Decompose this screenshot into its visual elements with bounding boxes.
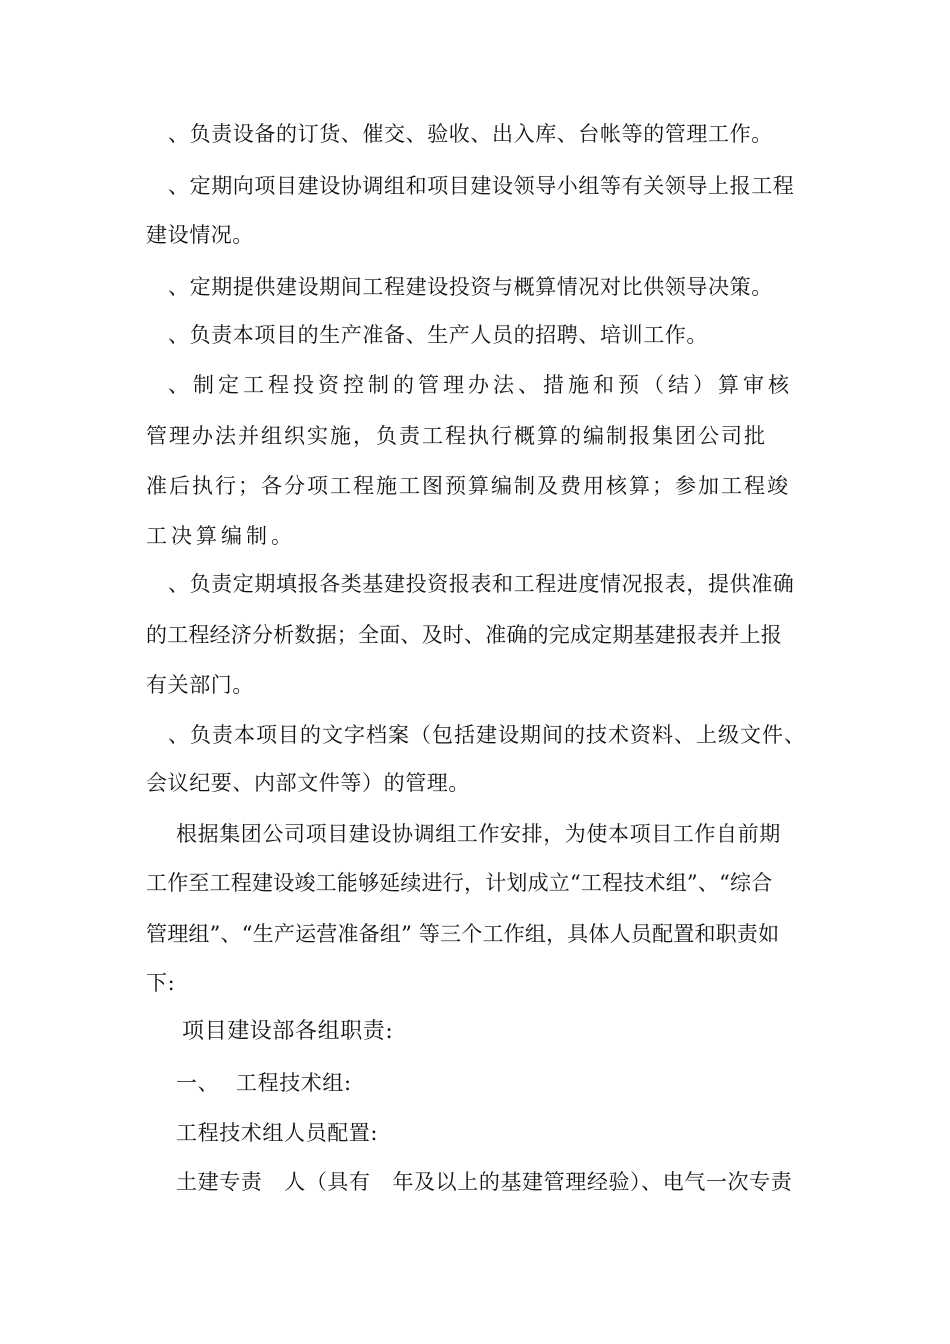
paragraph-6-line-1: 、负责定期填报各类基建投资报表和工程进度情况报表，提供准确 [168,572,795,596]
paragraph-5-line-1: 、制定工程投资控制的管理办法、措施和预（结）算审核 [168,373,793,397]
paragraph-4-line-1: 、负责本项目的生产准备、生产人员的招聘、培训工作。 [168,323,708,347]
paragraph-2-line-1: 、定期向项目建设协调组和项目建设领导小组等有关领导上报工程 [168,174,795,198]
staffing-heading: 工程技术组人员配置: [176,1121,379,1145]
subsection-number: 一、 [176,1071,220,1095]
paragraph-5-line-2: 管理办法并组织实施，负责工程执行概算的编制报集团公司批 [146,424,767,448]
staffing-line: 土建专责 人（具有 年及以上的基建管理经验）、电气一次专责 [176,1170,793,1194]
paragraph-6-line-3: 有关部门。 [146,673,254,697]
paragraph-5-line-3: 准后执行；各分项工程施工图预算编制及费用核算；参加工程竣 [146,474,790,498]
paragraph-8-line-1: 根据集团公司项目建设协调组工作安排，为使本项目工作自前期 [176,822,781,846]
paragraph-7-line-2: 会议纪要、内部文件等）的管理。 [146,771,470,795]
paragraph-6-line-2: 的工程经济分析数据；全面、及时、准确的完成定期基建报表并上报 [146,623,782,647]
paragraph-1-line-1: 、负责设备的订货、催交、验收、出入库、台帐等的管理工作。 [168,122,773,146]
paragraph-7-line-1: 、负责本项目的文字档案（包括建设期间的技术资料、上级文件、 [168,723,806,747]
document-body [146,0,810,1344]
paragraph-8-line-3: 管理组”、“生产运营准备组” 等三个工作组，具体人员配置和职责如 [146,922,780,946]
section-heading: 项目建设部各组职责: [182,1019,394,1044]
paragraph-5-line-4: 工决算编制。 [146,524,296,548]
paragraph-3-line-1: 、定期提供建设期间工程建设投资与概算情况对比供领导决策。 [168,275,773,299]
paragraph-8-line-4: 下: [146,971,176,995]
paragraph-2-line-2: 建设情况。 [146,223,254,247]
subsection-title: 工程技术组: [236,1071,352,1095]
paragraph-8-line-2: 工作至工程建设竣工能够延续进行，计划成立“工程技术组”、“综合 [146,871,773,895]
